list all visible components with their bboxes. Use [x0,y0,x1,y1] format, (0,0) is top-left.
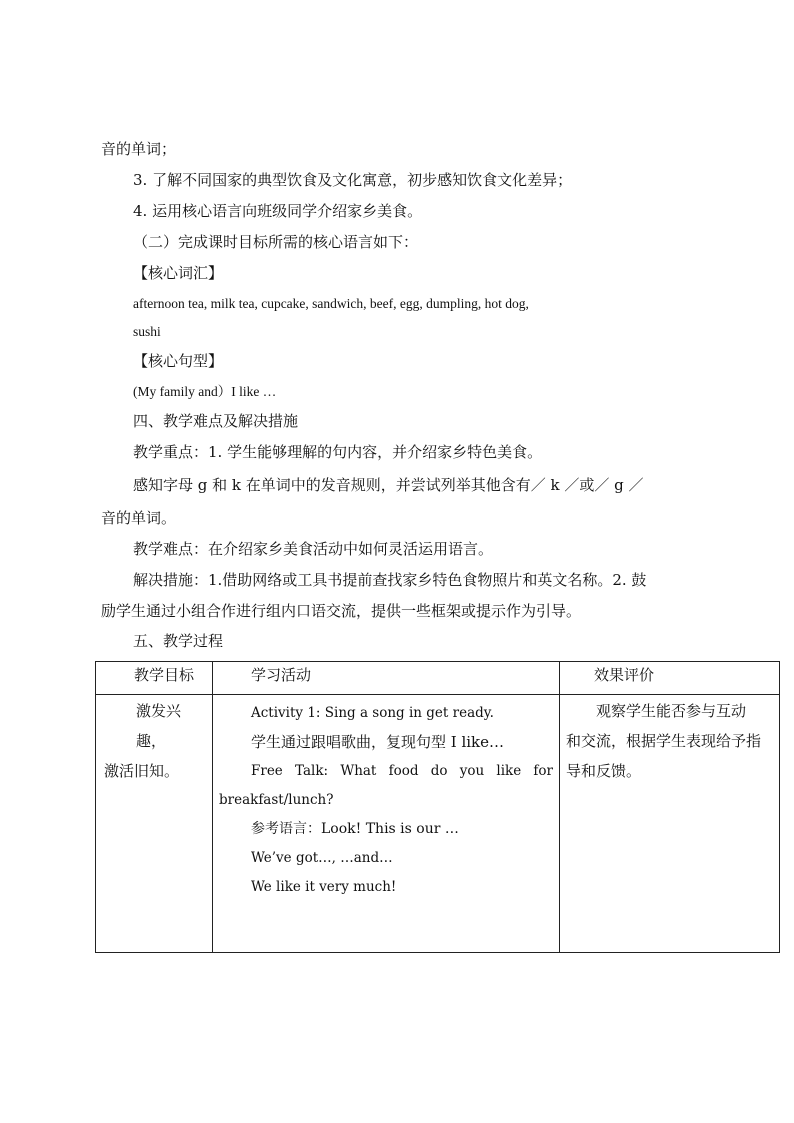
text-line: （二）完成课时目标所需的核心语言如下： [133,233,419,251]
word: like [496,763,522,779]
goal-cell [96,695,213,953]
activity-cell [213,695,560,953]
activity-line: Activity 1: Sing a song in get ready. [251,705,494,721]
activity-line: We’ve got…, …and… [251,850,393,866]
activity-line: breakfast/lunch? [219,792,334,808]
text-line: 4. 运用核心语言向班级同学介绍家乡美食。 [133,202,423,220]
section-heading: 五、教学过程 [133,632,224,650]
teaching-process-table [95,661,780,953]
word: What [340,763,377,779]
text-line: 音的单词； [101,140,177,158]
section-heading: 四、教学难点及解决措施 [133,412,299,430]
section-heading: 【核心句型】 [133,352,224,370]
vocab-line: afternoon tea, milk tea, cupcake, sandwich, beef, egg, dumpling, hot dog, [133,296,529,311]
activity-line: 参考语言：Look! This is our … [251,821,459,837]
word: you [459,763,485,779]
text-line: 教学重点：1. 学生能够理解的句内容，并介绍家乡特色美食。 [133,443,543,461]
evaluation-cell [560,695,780,953]
free-talk-line [219,757,553,786]
text-line: 音的单词。 [101,509,177,527]
sentence-pattern: (My family and）I like … [133,384,277,399]
header-activity: 学习活动 [213,662,560,695]
header-goal: 教学目标 [96,662,213,695]
evaluation-line: 导和反馈。 [566,762,642,780]
text-line: 励学生通过小组合作进行组内口语交流，提供一些框架或提示作为引导。 [101,602,582,620]
table-row [96,695,780,953]
text-line: 解决措施：1.借助网络或工具书提前查找家乡特色食物照片和英文名称。2. 鼓 [133,571,647,589]
word: Talk: [295,763,329,779]
evaluation-line: 和交流，根据学生表现给予指 [566,732,762,750]
text-line: 教学难点：在介绍家乡美食活动中如何灵活运用语言。 [133,540,494,558]
word: food [388,763,419,779]
word: do [430,763,448,779]
table-header-row [96,662,780,695]
header-evaluation: 效果评价 [560,662,780,695]
word: Free [251,763,283,779]
evaluation-line: 观察学生能否参与互动 [596,702,747,720]
goal-line: 激发兴趣， [136,702,182,750]
word: for [533,763,553,779]
activity-line: 学生通过跟唱歌曲，复现句型 I like… [251,733,505,751]
text-line: 感知字母 g 和 k 在单词中的发音规则，并尝试列举其他含有／ k ／或／ g ／ [133,476,644,494]
activity-line: We like it very much! [251,879,397,895]
text-line: 3. 了解不同国家的典型饮食及文化寓意，初步感知饮食文化差异； [133,171,573,189]
section-heading: 【核心词汇】 [133,264,224,282]
goal-line: 激活旧知。 [104,762,180,780]
vocab-line: sushi [133,324,161,339]
